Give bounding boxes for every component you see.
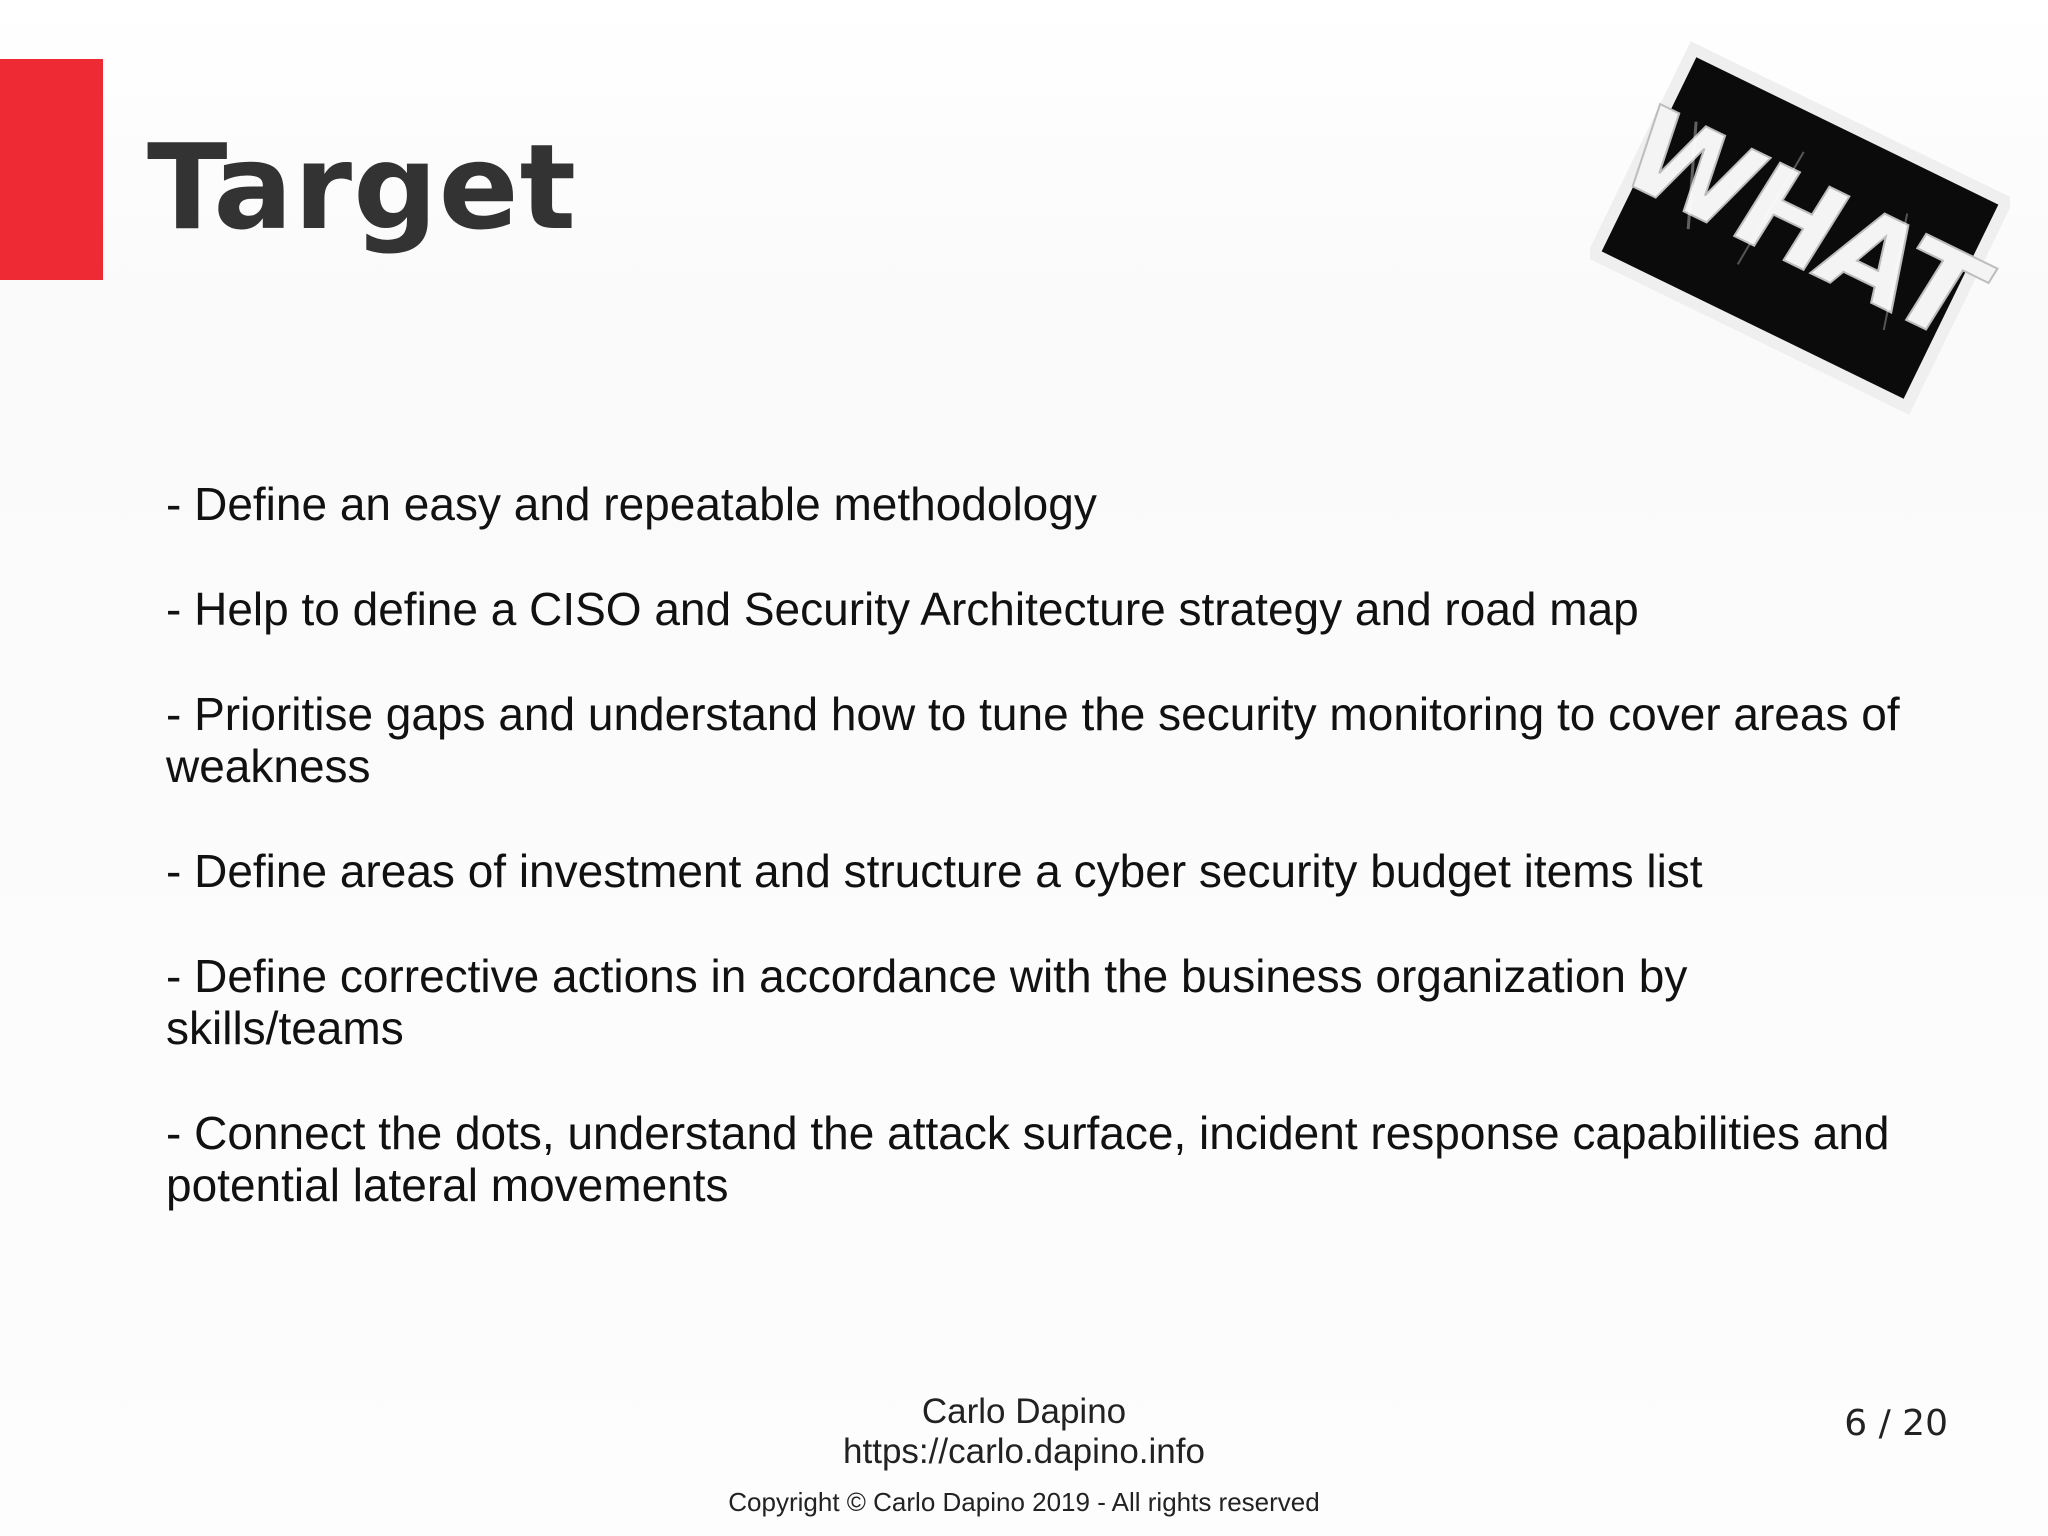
- bullet-item: - Define an easy and repeatable methodology: [166, 478, 1097, 530]
- bullet-item: - Define corrective actions in accordance with the business organization by skills/teams: [166, 950, 1688, 1054]
- bullet-list: [166, 478, 1906, 1264]
- slide-title: Target: [147, 118, 578, 256]
- title-accent-bar: [0, 59, 103, 280]
- footer-author: Carlo Dapino: [921, 1392, 1127, 1431]
- bullet-item: - Define areas of investment and structure a cyber security budget items list: [166, 845, 1703, 897]
- footer-url: https://carlo.dapino.info: [843, 1432, 1205, 1471]
- what-text: WHAT: [1596, 82, 2008, 365]
- what-chalkboard-image: [1590, 28, 2010, 428]
- bullet-item: - Connect the dots, understand the attack surface, incident response capabilities and potential lateral movements: [166, 1107, 1890, 1211]
- bullet-item: - Help to define a CISO and Security Architecture strategy and road map: [166, 583, 1639, 635]
- page-number: 6 / 20: [1844, 1403, 1948, 1444]
- bullet-item: - Prioritise gaps and understand how to tune the security monitoring to cover areas of weakness: [166, 688, 1900, 792]
- footer-copyright: Copyright © Carlo Dapino 2019 - All rights reserved: [728, 1487, 1320, 1517]
